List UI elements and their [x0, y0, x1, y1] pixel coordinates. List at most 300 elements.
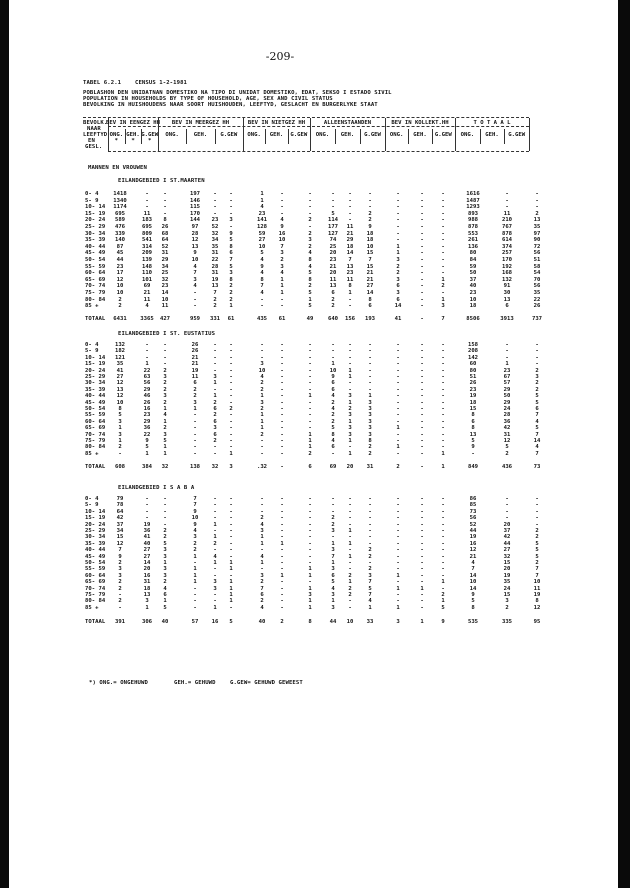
table-cell: 1 — [348, 367, 352, 374]
table-cell: - — [193, 290, 197, 296]
table-cell: 1 — [348, 438, 352, 444]
table-cell: 2 — [118, 560, 122, 566]
footnote-star: * — [147, 138, 152, 144]
table-cell: 2 — [535, 380, 539, 387]
table-cell: - — [420, 560, 424, 566]
subcolumn-header: GEH. — [413, 132, 427, 138]
table-cell: - — [348, 210, 352, 217]
table-cell: - — [420, 399, 424, 406]
table-cell: 4 — [260, 374, 264, 380]
table-cell: 29 — [161, 257, 169, 263]
table-cell: 10 — [278, 237, 286, 244]
table-cell: - — [213, 515, 217, 522]
table-cell: - — [280, 438, 284, 444]
table-cell: 59 — [469, 263, 477, 270]
table-cell: - — [348, 521, 352, 528]
table-cell: - — [441, 547, 445, 554]
table-cell: 110 — [141, 270, 153, 277]
table-cell: 3 — [213, 425, 217, 432]
table-cell: 1340 — [113, 197, 127, 204]
table-cell: 19 — [469, 393, 477, 400]
table-cell: - — [229, 540, 233, 547]
table-cell: 1 — [229, 592, 233, 598]
table-cell: - — [308, 540, 312, 547]
header-mid-rule — [108, 126, 529, 127]
table-cell: - — [348, 444, 352, 451]
table-cell: 13 — [346, 263, 354, 270]
table-cell: 2 — [535, 367, 539, 374]
total-cell: 32 — [211, 464, 219, 470]
table-cell: - — [260, 296, 264, 303]
table-cell: - — [441, 534, 445, 541]
table-cell: - — [441, 191, 445, 197]
table-cell: 2 — [260, 431, 264, 438]
table-cell: - — [535, 502, 539, 509]
age-group-label: 60- 64 — [85, 270, 106, 277]
table-cell: - — [368, 534, 372, 541]
total-cell: 49 — [306, 316, 314, 322]
table-cell: 5 — [368, 585, 372, 592]
total-cell: 5 — [229, 619, 233, 625]
column-divider — [310, 118, 311, 151]
table-cell: 24 — [503, 585, 511, 592]
table-cell: 56 — [533, 250, 541, 257]
table-cell: - — [441, 243, 445, 250]
total-cell: 9 — [441, 619, 445, 625]
table-cell: 3 — [163, 553, 167, 560]
table-cell: - — [441, 425, 445, 432]
table-cell: - — [420, 210, 424, 217]
table-cell: 52 — [161, 243, 169, 250]
subcolumn-divider — [408, 129, 409, 144]
table-cell: 37 — [503, 528, 511, 534]
table-cell: 2 — [368, 553, 372, 560]
table-cell: - — [441, 438, 445, 444]
table-cell: 42 — [116, 515, 124, 522]
table-cell: 9 — [118, 553, 122, 560]
table-cell: - — [163, 354, 167, 361]
subcolumn-divider — [265, 129, 266, 144]
table-cell: - — [420, 270, 424, 277]
table-cell: 8 — [118, 406, 122, 412]
age-group-label: 80- 84 — [85, 444, 106, 451]
table-cell: 10 — [366, 243, 374, 250]
footnote-star: * — [131, 138, 135, 144]
table-cell: - — [260, 496, 264, 502]
table-cell: 27 — [366, 283, 374, 290]
table-cell: 3 — [163, 393, 167, 400]
table-cell: - — [145, 197, 149, 204]
table-cell: - — [163, 496, 167, 502]
table-cell: 1 — [280, 290, 284, 296]
table-cell: - — [368, 540, 372, 547]
table-cell: - — [229, 502, 233, 509]
column-divider — [243, 118, 244, 151]
table-cell: 2 — [368, 210, 372, 217]
table-cell: - — [280, 508, 284, 515]
table-cell: 2 — [229, 296, 233, 303]
table-cell: - — [193, 296, 197, 303]
table-cell: 1174 — [113, 204, 127, 211]
table-cell: 5 — [535, 393, 539, 400]
table-cell: 31 — [211, 270, 219, 277]
table-cell: - — [193, 303, 197, 310]
table-cell: 12 — [191, 237, 199, 244]
total-cell: - — [280, 464, 284, 470]
table-cell: - — [280, 521, 284, 528]
table-cell: - — [308, 348, 312, 355]
table-cell: - — [441, 406, 445, 412]
table-cell: 4 — [308, 263, 312, 270]
header-top-rule — [83, 117, 529, 118]
table-cell: 257 — [501, 250, 513, 257]
table-cell: 6 — [213, 418, 217, 425]
table-cell: - — [163, 361, 167, 368]
table-cell: 144 — [189, 217, 201, 224]
table-cell: 1 — [396, 243, 400, 250]
table-cell: 192 — [501, 263, 513, 270]
table-cell: - — [396, 342, 400, 348]
table-cell: 11 — [161, 303, 169, 310]
total-cell: 391 — [114, 619, 126, 625]
table-cell: - — [280, 197, 284, 204]
table-cell: 29 — [143, 418, 151, 425]
table-cell: - — [420, 224, 424, 230]
table-cell: 1 — [280, 276, 284, 283]
table-cell: - — [396, 197, 400, 204]
table-cell: 7 — [535, 566, 539, 573]
table-cell: - — [441, 553, 445, 560]
table-cell: 1 — [229, 450, 233, 457]
table-cell: - — [145, 502, 149, 509]
table-cell: - — [213, 592, 217, 598]
table-cell: - — [441, 431, 445, 438]
column-divider — [529, 118, 530, 151]
table-cell: - — [396, 418, 400, 425]
table-cell: - — [396, 592, 400, 598]
table-cell: - — [163, 521, 167, 528]
table-cell: 4 — [331, 585, 335, 592]
table-cell: - — [441, 528, 445, 534]
table-cell: - — [348, 296, 352, 303]
table-cell: - — [535, 496, 539, 502]
table-cell: 72 — [533, 243, 541, 250]
table-cell: 1 — [308, 566, 312, 573]
table-cell: 1 — [505, 361, 509, 368]
table-cell: 1 — [396, 572, 400, 579]
table-cell: - — [441, 515, 445, 522]
table-cell: 2 — [260, 598, 264, 605]
table-cell: 5 — [229, 237, 233, 244]
table-cell: 1 — [441, 579, 445, 586]
table-cell: - — [229, 354, 233, 361]
table-cell: - — [229, 374, 233, 380]
table-cell: - — [118, 450, 122, 457]
table-cell: - — [441, 230, 445, 237]
table-cell: 3 — [163, 374, 167, 380]
table-cell: 141 — [256, 217, 268, 224]
table-cell: 20 — [329, 250, 337, 257]
table-cell: - — [229, 197, 233, 204]
table-cell: 6 — [331, 380, 335, 387]
age-group-label: 55- 59 — [85, 412, 106, 419]
table-cell: 20 — [503, 521, 511, 528]
subcolumn-divider — [504, 129, 505, 144]
table-cell: 15 — [116, 534, 124, 541]
table-cell: 27 — [143, 547, 151, 554]
table-cell: 5 — [331, 425, 335, 432]
table-cell: - — [213, 367, 217, 374]
table-cell: - — [280, 450, 284, 457]
table-cell: 146 — [189, 197, 201, 204]
table-cell: - — [308, 508, 312, 515]
table-cell: 27 — [258, 237, 266, 244]
table-cell: 21 — [469, 553, 477, 560]
table-cell: - — [368, 204, 372, 211]
total-cell: 33 — [366, 619, 374, 625]
table-cell: 16 — [278, 230, 286, 237]
table-cell: - — [348, 534, 352, 541]
table-cell: - — [441, 348, 445, 355]
age-group-label: 45- 49 — [85, 399, 106, 406]
table-cell: - — [441, 197, 445, 204]
table-cell: 1 — [396, 604, 400, 611]
total-cell: 73 — [533, 464, 541, 470]
table-cell: 2 — [396, 263, 400, 270]
total-cell: 2 — [396, 464, 400, 470]
table-cell: - — [193, 598, 197, 605]
table-cell: - — [260, 547, 264, 554]
table-cell: - — [348, 217, 352, 224]
footnote-star: * — [114, 138, 119, 144]
footnote-ggew: G.GEW= GEHUWD GEWEEST — [230, 680, 303, 686]
table-cell: 2 — [193, 386, 197, 393]
table-cell: 14 — [161, 290, 169, 296]
table-cell: 6 — [260, 592, 264, 598]
table-cell: 128 — [256, 224, 268, 230]
table-cell: 12 — [116, 540, 124, 547]
group-header: ALLEENSTAANDEN — [323, 120, 372, 126]
table-cell: - — [396, 210, 400, 217]
table-cell: - — [505, 342, 509, 348]
table-cell: - — [229, 438, 233, 444]
table-cell: 9 — [471, 592, 475, 598]
table-cell: - — [441, 502, 445, 509]
table-cell: 41 — [143, 534, 151, 541]
table-cell: 87 — [116, 243, 124, 250]
subcolumn-header: ONG. — [460, 132, 475, 138]
table-cell: 7 — [535, 450, 539, 457]
table-cell: 19 — [143, 521, 151, 528]
table-cell: 589 — [114, 217, 126, 224]
table-cell: - — [441, 374, 445, 380]
table-cell: - — [193, 450, 197, 457]
table-cell: 1 — [331, 560, 335, 566]
table-cell: - — [308, 197, 312, 204]
table-cell: 5 — [118, 412, 122, 419]
table-cell: 11 — [329, 276, 337, 283]
table-cell: 695 — [114, 210, 126, 217]
table-cell: 1 — [229, 585, 233, 592]
table-cell: - — [308, 528, 312, 534]
table-cell: - — [396, 438, 400, 444]
table-cell: - — [280, 380, 284, 387]
table-cell: - — [348, 380, 352, 387]
table-cell: - — [348, 303, 352, 310]
table-cell: - — [348, 515, 352, 522]
table-cell: - — [420, 431, 424, 438]
table-cell: 4 — [163, 585, 167, 592]
table-cell: 14 — [366, 290, 374, 296]
table-cell: 4 — [260, 270, 264, 277]
table-cell: - — [396, 515, 400, 522]
total-cell: 3 — [396, 619, 400, 625]
subcolumn-header: ONG. — [389, 132, 404, 138]
table-cell: 1 — [260, 197, 264, 204]
table-cell: 6 — [505, 303, 509, 310]
table-cell: 28 — [503, 412, 511, 419]
table-cell: 1 — [260, 191, 264, 197]
table-cell: 6 — [396, 283, 400, 290]
age-group-label: 10- 14 — [85, 354, 106, 361]
table-cell: 2 — [348, 572, 352, 579]
table-cell: - — [396, 553, 400, 560]
table-cell: - — [396, 237, 400, 244]
table-cell: 2 — [118, 444, 122, 451]
table-cell: - — [163, 191, 167, 197]
table-cell: - — [420, 508, 424, 515]
row-label-4: EN — [88, 138, 95, 144]
table-cell: 10 — [469, 296, 477, 303]
table-cell: - — [368, 502, 372, 509]
table-cell: 2 — [163, 534, 167, 541]
table-cell: 3 — [193, 399, 197, 406]
table-cell: - — [368, 197, 372, 204]
table-cell: - — [396, 386, 400, 393]
table-cell: - — [420, 374, 424, 380]
table-cell: - — [193, 444, 197, 451]
table-cell: 1 — [118, 425, 122, 432]
table-cell: 1 — [348, 553, 352, 560]
table-cell: 23 — [329, 257, 337, 263]
table-cell: - — [441, 204, 445, 211]
table-cell: - — [331, 502, 335, 509]
table-cell: - — [213, 444, 217, 451]
subcolumn-header: GEH. — [126, 132, 140, 138]
table-cell: - — [280, 342, 284, 348]
table-cell: - — [163, 210, 167, 217]
table-cell: - — [280, 204, 284, 211]
total-cell: 31 — [366, 464, 374, 470]
table-cell: 15 — [366, 250, 374, 257]
table-cell: 4 — [331, 438, 335, 444]
table-cell: 6 — [368, 303, 372, 310]
table-cell: - — [441, 290, 445, 296]
table-cell: 19 — [211, 276, 219, 283]
table-cell: - — [213, 502, 217, 509]
table-cell: - — [118, 604, 122, 611]
table-cell: - — [420, 604, 424, 611]
table-cell: 1 — [280, 283, 284, 290]
table-cell: - — [420, 412, 424, 419]
subcolumn-divider — [360, 129, 361, 144]
table-cell: - — [308, 399, 312, 406]
table-cell: 29 — [503, 399, 511, 406]
table-cell: 3 — [535, 374, 539, 380]
table-cell: 9 — [368, 224, 372, 230]
total-cell: 6 — [308, 464, 312, 470]
table-cell: 11 — [533, 585, 541, 592]
table-cell: - — [308, 560, 312, 566]
table-cell: 1 — [145, 604, 149, 611]
age-group-label: 40- 44 — [85, 393, 106, 400]
table-cell: 5 — [505, 444, 509, 451]
table-cell: 5 — [260, 250, 264, 257]
subcolumn-divider — [141, 129, 142, 144]
age-group-label: 50- 54 — [85, 257, 106, 263]
table-cell: 1 — [193, 566, 197, 573]
table-cell: - — [229, 393, 233, 400]
table-cell: 1 — [213, 534, 217, 541]
table-cell: 4 — [331, 393, 335, 400]
table-cell: 7 — [118, 547, 122, 554]
table-cell: - — [308, 425, 312, 432]
table-cell: 57 — [503, 380, 511, 387]
table-cell: - — [441, 380, 445, 387]
table-cell: - — [396, 217, 400, 224]
table-cell: - — [441, 508, 445, 515]
table-cell: - — [229, 572, 233, 579]
table-cell: 22 — [143, 431, 151, 438]
age-group-label: 15- 19 — [85, 210, 106, 217]
table-cell: 6 — [163, 592, 167, 598]
total-cell: 2 — [280, 619, 284, 625]
table-cell: - — [368, 342, 372, 348]
table-cell: - — [229, 386, 233, 393]
table-cell: 25 — [329, 243, 337, 250]
table-cell: 37 — [116, 521, 124, 528]
table-cell: - — [505, 502, 509, 509]
table-cell: 24 — [503, 406, 511, 412]
table-cell: 121 — [114, 354, 126, 361]
table-cell: 878 — [467, 224, 479, 230]
table-cell: 158 — [467, 342, 479, 348]
table-cell: 9 — [331, 374, 335, 380]
age-group-label: 70- 74 — [85, 431, 106, 438]
table-cell: - — [441, 572, 445, 579]
table-cell: 1 — [280, 572, 284, 579]
table-cell: 58 — [533, 263, 541, 270]
subcolumn-divider — [125, 129, 126, 144]
total-cell: 7 — [441, 316, 445, 322]
table-cell: 3 — [280, 250, 284, 257]
table-cell: - — [441, 342, 445, 348]
table-cell: - — [213, 361, 217, 368]
table-cell: 85 — [469, 502, 477, 509]
table-cell: - — [420, 425, 424, 432]
subcolumn-divider — [335, 129, 336, 144]
table-cell: 3 — [213, 585, 217, 592]
table-cell: 2 — [331, 412, 335, 419]
table-cell: 1 — [348, 528, 352, 534]
age-group-label: 15- 19 — [85, 361, 106, 368]
table-cell: 4 — [193, 283, 197, 290]
table-cell: 3 — [396, 257, 400, 263]
table-cell: 91 — [503, 283, 511, 290]
table-cell: 29 — [346, 237, 354, 244]
table-cell: 177 — [327, 224, 339, 230]
column-divider — [158, 118, 159, 151]
